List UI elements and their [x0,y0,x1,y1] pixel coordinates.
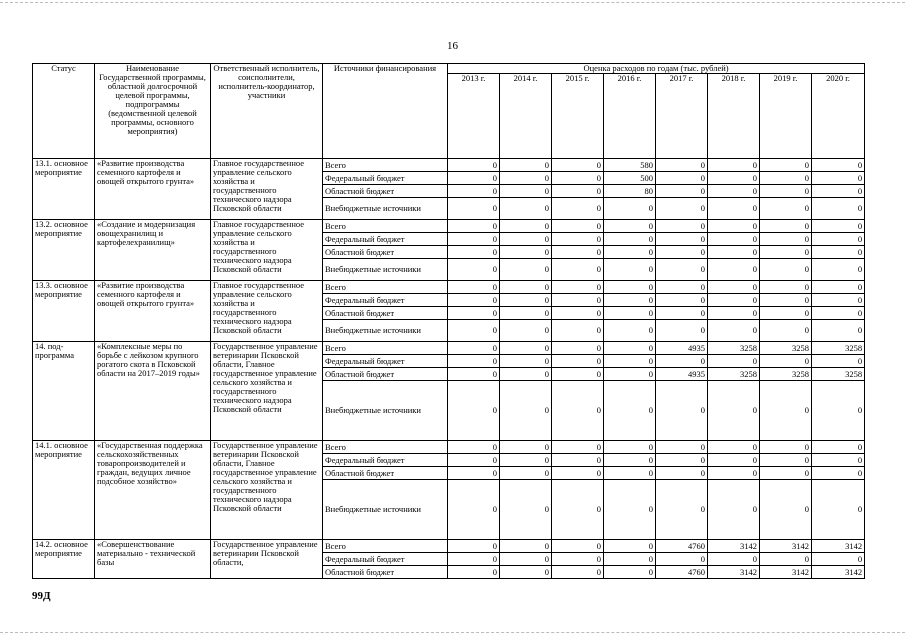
cell-value: 0 [708,441,760,454]
cell-value: 3142 [708,540,760,553]
cell-value: 0 [656,454,708,467]
cell-value: 0 [500,259,552,281]
header-year: 2013 г. [448,74,500,159]
cell-value: 0 [656,233,708,246]
cell-value: 3258 [812,368,865,381]
table-row [33,441,865,454]
cell-value: 0 [552,185,604,198]
cell-value: 0 [448,198,500,220]
cell-value: 0 [448,159,500,172]
cell-value: 0 [448,454,500,467]
cell-value: 0 [604,467,656,480]
cell-value: 0 [604,259,656,281]
cell-value: 0 [656,281,708,294]
cell-value: 3142 [708,566,760,579]
cell-value: 0 [656,259,708,281]
cell-value: 0 [656,441,708,454]
cell-value: 0 [656,185,708,198]
cell-value: 0 [760,233,812,246]
cell-value: 0 [448,480,500,540]
table-body [33,159,865,579]
cell-value: 0 [760,320,812,342]
cell-value: 0 [500,355,552,368]
cell-value: 0 [760,220,812,233]
cell-value: 0 [500,198,552,220]
cell-value: 0 [812,320,865,342]
cell-value: 0 [552,355,604,368]
cell-value: 0 [500,553,552,566]
table-row [33,540,865,553]
cell-value: 0 [656,172,708,185]
cell-value: 0 [812,454,865,467]
cell-source: Внебюджетные источники [323,480,448,540]
cell-value: 0 [760,185,812,198]
cell-value: 0 [812,172,865,185]
cell-value: 0 [760,281,812,294]
table-row [33,342,865,355]
cell-value: 0 [448,294,500,307]
cell-source: Областной бюджет [323,368,448,381]
expenses-table [32,63,865,579]
cell-status: 13.3. основное мероприятие [33,281,95,342]
cell-value: 0 [760,246,812,259]
cell-value: 3142 [760,540,812,553]
cell-source: Всего [323,220,448,233]
cell-status: 14. под-программа [33,342,95,441]
cell-source: Областной бюджет [323,307,448,320]
cell-value: 0 [708,355,760,368]
cell-status: 14.1. основное мероприятие [33,441,95,540]
cell-value: 0 [552,220,604,233]
cell-value: 0 [552,441,604,454]
cell-value: 0 [604,441,656,454]
cell-value: 0 [500,233,552,246]
cell-source: Федеральный бюджет [323,294,448,307]
table-row [33,281,865,294]
cell-value: 0 [500,368,552,381]
cell-value: 0 [448,342,500,355]
cell-value: 0 [708,320,760,342]
cell-source: Внебюджетные источники [323,198,448,220]
cell-value: 0 [708,259,760,281]
cell-value: 0 [552,342,604,355]
cell-value: 0 [760,553,812,566]
cell-value: 0 [760,307,812,320]
cell-source: Всего [323,441,448,454]
cell-value: 0 [708,480,760,540]
header-year: 2020 г. [812,74,865,159]
cell-value: 0 [656,467,708,480]
cell-source: Федеральный бюджет [323,553,448,566]
cell-source: Всего [323,281,448,294]
cell-value: 0 [812,355,865,368]
cell-value: 0 [500,342,552,355]
cell-value: 0 [708,281,760,294]
cell-value: 0 [812,381,865,441]
cell-value: 0 [604,355,656,368]
cell-name: «Государственная поддержка сельскохозяйственных товаропроизводителей и граждан, ведущих личное подсобное хозяйство» [95,441,211,540]
cell-value: 0 [812,281,865,294]
cell-source: Областной бюджет [323,246,448,259]
cell-value: 0 [552,467,604,480]
cell-status: 13.1. основное мероприятие [33,159,95,220]
cell-value: 0 [708,233,760,246]
cell-value: 3258 [760,342,812,355]
cell-value: 0 [552,246,604,259]
cell-value: 0 [604,307,656,320]
header-year: 2016 г. [604,74,656,159]
cell-value: 0 [812,198,865,220]
cell-name: «Комплексные меры по борьбе с лейкозом крупного рогатого скота в Псковской области на 2017–2019 годы» [95,342,211,441]
cell-value: 3258 [708,342,760,355]
cell-value: 0 [708,246,760,259]
cell-value: 0 [656,553,708,566]
cell-value: 0 [760,454,812,467]
cell-value: 0 [448,246,500,259]
cell-value: 0 [812,159,865,172]
cell-value: 0 [500,185,552,198]
cell-value: 0 [760,294,812,307]
cell-value: 0 [604,281,656,294]
cell-value: 0 [552,566,604,579]
cell-source: Всего [323,342,448,355]
cell-value: 3142 [760,566,812,579]
cell-value: 0 [604,246,656,259]
cell-value: 0 [552,480,604,540]
cell-status: 14.2. основное мероприятие [33,540,95,579]
cell-source: Федеральный бюджет [323,172,448,185]
cell-value: 0 [500,467,552,480]
cell-value: 0 [448,281,500,294]
cell-value: 0 [448,307,500,320]
cell-value: 0 [812,233,865,246]
cell-value: 0 [708,294,760,307]
header-estimate: Оценка расходов по годам (тыс. рублей) [448,64,865,74]
cell-source: Федеральный бюджет [323,454,448,467]
scan-top-edge [0,2,905,3]
cell-value: 0 [604,368,656,381]
cell-value: 0 [812,185,865,198]
cell-value: 0 [448,368,500,381]
table-row [33,159,865,172]
cell-value: 4935 [656,368,708,381]
cell-value: 0 [656,294,708,307]
cell-responsible: Государственное управление ветеринарии Псковской области, Главное государственное управление сельского хозяйства и государственного технического надзора Псковской области [211,342,323,441]
cell-value: 0 [448,220,500,233]
cell-source: Федеральный бюджет [323,233,448,246]
cell-value: 0 [500,281,552,294]
cell-value: 0 [812,553,865,566]
cell-value: 0 [708,220,760,233]
cell-value: 0 [604,454,656,467]
cell-value: 0 [760,467,812,480]
header-year: 2019 г. [760,74,812,159]
header-name: Наименование Государственной программы, областной долгосрочной целевой программы, подпрограммы (ведомственной целевой программы, основного мероприятия) [95,64,211,159]
header-sources: Источники финансирования [323,64,448,159]
cell-responsible: Государственное управление ветеринарии Псковской области, Главное государственное управление сельского хозяйства и государственного технического надзора Псковской области [211,441,323,540]
cell-value: 0 [448,441,500,454]
cell-source: Внебюджетные источники [323,381,448,441]
cell-value: 0 [812,220,865,233]
header-year: 2015 г. [552,74,604,159]
cell-value: 0 [448,467,500,480]
cell-value: 0 [604,342,656,355]
cell-value: 0 [604,480,656,540]
cell-value: 0 [448,381,500,441]
cell-value: 0 [656,159,708,172]
cell-value: 0 [448,172,500,185]
cell-value: 3258 [812,342,865,355]
cell-value: 0 [812,259,865,281]
cell-value: 3258 [760,368,812,381]
cell-value: 0 [708,198,760,220]
cell-value: 0 [760,355,812,368]
cell-value: 0 [656,381,708,441]
cell-value: 4760 [656,566,708,579]
cell-value: 0 [552,553,604,566]
cell-name: «Развитие производства семенного картофеля и овощей открытого грунта» [95,159,211,220]
cell-value: 0 [604,566,656,579]
cell-name: «Создание и модернизация овощехранилищ и картофелехранилищ» [95,220,211,281]
cell-value: 0 [604,233,656,246]
cell-value: 0 [500,159,552,172]
cell-source: Областной бюджет [323,467,448,480]
scan-bottom-edge [0,632,905,633]
cell-value: 0 [760,381,812,441]
cell-value: 0 [448,259,500,281]
cell-value: 0 [604,220,656,233]
cell-value: 0 [656,307,708,320]
cell-value: 0 [812,480,865,540]
cell-name: «Развитие производства семенного картофеля и овощей открытого грунта» [95,281,211,342]
cell-source: Внебюджетные источники [323,320,448,342]
cell-value: 0 [448,553,500,566]
cell-value: 0 [552,233,604,246]
cell-value: 0 [656,320,708,342]
cell-status: 13.2. основное мероприятие [33,220,95,281]
cell-responsible: Государственное управление ветеринарии Псковской области, [211,540,323,579]
cell-value: 0 [708,159,760,172]
cell-value: 0 [656,220,708,233]
cell-value: 0 [552,540,604,553]
header-year: 2018 г. [708,74,760,159]
cell-value: 0 [552,368,604,381]
header-responsible: Ответственный исполнитель, соисполнители, исполнитель-координатор, участники [211,64,323,159]
cell-value: 0 [656,355,708,368]
cell-value: 0 [812,307,865,320]
cell-value: 0 [448,320,500,342]
cell-value: 0 [604,320,656,342]
cell-value: 0 [708,454,760,467]
table-row [33,220,865,233]
cell-value: 0 [500,220,552,233]
cell-source: Внебюджетные источники [323,259,448,281]
cell-value: 0 [708,381,760,441]
cell-value: 500 [604,172,656,185]
cell-value: 0 [500,454,552,467]
cell-source: Всего [323,540,448,553]
cell-value: 0 [552,307,604,320]
page-number: 16 [447,40,458,52]
cell-value: 0 [760,172,812,185]
footer-code: 99Д [32,590,51,602]
cell-value: 0 [552,172,604,185]
header-status: Статус [33,64,95,159]
cell-value: 0 [552,320,604,342]
cell-value: 0 [500,540,552,553]
cell-value: 0 [708,467,760,480]
cell-value: 0 [812,441,865,454]
cell-value: 0 [656,246,708,259]
cell-value: 0 [552,259,604,281]
cell-value: 0 [448,540,500,553]
cell-value: 0 [604,381,656,441]
cell-value: 3258 [708,368,760,381]
cell-source: Областной бюджет [323,185,448,198]
cell-value: 0 [656,198,708,220]
cell-value: 0 [812,467,865,480]
cell-value: 0 [448,233,500,246]
cell-name: «Совершенствование материально - технической базы [95,540,211,579]
cell-value: 0 [552,381,604,441]
cell-value: 0 [760,441,812,454]
cell-value: 0 [500,172,552,185]
cell-value: 0 [604,294,656,307]
cell-value: 80 [604,185,656,198]
cell-value: 4935 [656,342,708,355]
cell-value: 0 [500,441,552,454]
cell-value: 0 [760,198,812,220]
cell-value: 0 [812,246,865,259]
cell-value: 0 [500,566,552,579]
header-year: 2014 г. [500,74,552,159]
cell-value: 0 [760,259,812,281]
cell-value: 0 [552,281,604,294]
cell-value: 4760 [656,540,708,553]
cell-value: 0 [552,159,604,172]
cell-value: 0 [500,246,552,259]
cell-value: 0 [708,172,760,185]
cell-value: 0 [448,355,500,368]
cell-source: Федеральный бюджет [323,355,448,368]
cell-value: 0 [448,185,500,198]
cell-value: 0 [708,307,760,320]
cell-value: 0 [760,480,812,540]
cell-value: 0 [604,553,656,566]
cell-value: 0 [552,454,604,467]
cell-value: 0 [552,198,604,220]
cell-value: 0 [604,540,656,553]
cell-source: Всего [323,159,448,172]
cell-value: 0 [812,294,865,307]
cell-value: 0 [708,553,760,566]
cell-value: 0 [500,320,552,342]
cell-value: 0 [500,294,552,307]
cell-value: 3142 [812,540,865,553]
cell-value: 0 [500,307,552,320]
cell-value: 0 [604,198,656,220]
cell-responsible: Главное государственное управление сельского хозяйства и государственного технического надзора Псковской области [211,159,323,220]
cell-value: 0 [708,185,760,198]
cell-value: 0 [500,381,552,441]
cell-value: 0 [500,480,552,540]
header-year: 2017 г. [656,74,708,159]
cell-value: 3142 [812,566,865,579]
cell-value: 580 [604,159,656,172]
cell-value: 0 [656,480,708,540]
cell-source: Областной бюджет [323,566,448,579]
cell-responsible: Главное государственное управление сельского хозяйства и государственного технического надзора Псковской области [211,220,323,281]
cell-value: 0 [552,294,604,307]
cell-value: 0 [448,566,500,579]
cell-value: 0 [760,159,812,172]
cell-responsible: Главное государственное управление сельского хозяйства и государственного технического надзора Псковской области [211,281,323,342]
